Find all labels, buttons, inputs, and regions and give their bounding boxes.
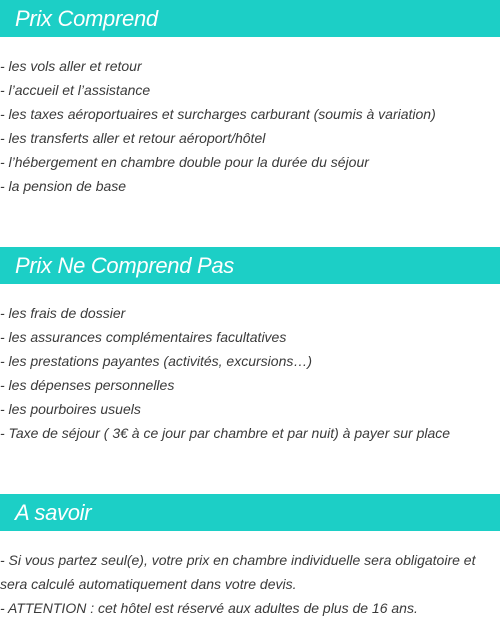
section-prix-comprend	[0, 0, 500, 198]
excluded-list	[0, 301, 500, 445]
list-item: - les dépenses personnelles	[0, 377, 175, 393]
section-title: Prix Comprend	[15, 5, 158, 31]
section-title: Prix Ne Comprend Pas	[15, 252, 234, 278]
section-title: A savoir	[15, 499, 92, 525]
section-banner	[0, 0, 500, 37]
section-banner	[0, 494, 500, 531]
list-item: - Taxe de séjour ( 3€ à ce jour par chambre et par nuit) à payer sur place	[0, 425, 451, 441]
list-item: - les assurances complémentaires facultatives	[0, 329, 287, 345]
notes-list	[0, 548, 500, 620]
list-item: - les transferts aller et retour aéroport/hôtel	[0, 130, 266, 146]
list-item: - les taxes aéroportuaires et surcharges carburant (soumis à variation)	[0, 106, 436, 122]
section-prix-ne-comprend-pas	[0, 247, 500, 445]
list-item: - les frais de dossier	[0, 305, 126, 321]
list-item: - l’accueil et l’assistance	[0, 82, 151, 98]
list-item: - ATTENTION : cet hôtel est réservé aux adultes de plus de 16 ans.	[0, 600, 418, 616]
section-a-savoir	[0, 494, 500, 620]
list-item: - Si vous partez seul(e), votre prix en chambre individuelle sera obligatoire et sera calculé automatiquement dans votre devis.	[0, 552, 476, 592]
section-banner	[0, 247, 500, 284]
list-item: - les vols aller et retour	[0, 58, 142, 74]
list-item: - l’hébergement en chambre double pour la durée du séjour	[0, 154, 369, 170]
list-item: - la pension de base	[0, 178, 127, 194]
list-item: - les pourboires usuels	[0, 401, 141, 417]
included-list	[0, 54, 500, 198]
list-item: - les prestations payantes (activités, excursions…)	[0, 353, 313, 369]
